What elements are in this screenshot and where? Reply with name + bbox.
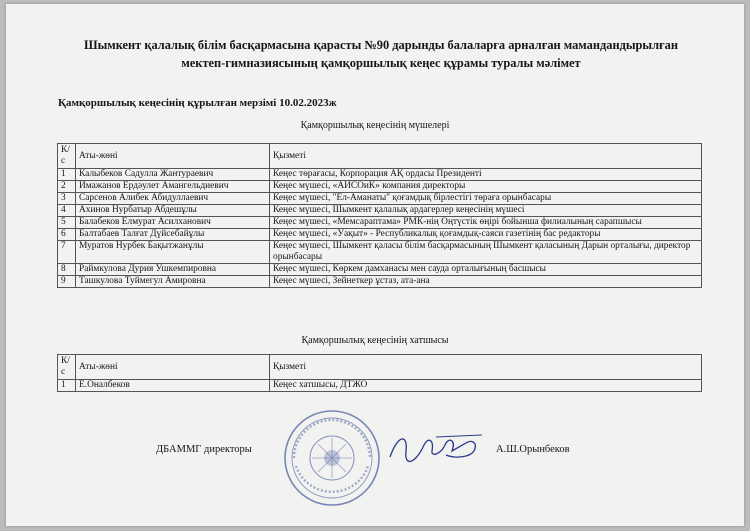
creation-date-line: Қамқоршылық кеңесінің құрылған мерзімі 10.02.2023ж [58,97,337,109]
row-number: 8 [58,264,76,276]
column-header-name: Аты-жөні [76,355,270,380]
row-name: Е.Оналбеков [76,380,270,392]
document-title: Шымкент қалалық білім басқармасына қарасты №90 дарынды балаларға арналған мамандандырылған мектеп-гимназиясының қамқоршылық кеңес құрамы туралы мәлімет [83,38,679,70]
document-page [6,4,744,526]
row-name: Раймкулова Дурия Ушкемпировна [76,264,270,276]
table-row [58,229,702,241]
row-name: Муратов Нурбек Бақытжанұлы [76,241,270,264]
row-name: Сарсенов Алибек Абидуллаевич [76,193,270,205]
table-row [58,380,702,392]
table-row [58,193,702,205]
column-header-name: Аты-жөні [76,144,270,169]
secretary-table-header [58,355,702,380]
row-name: Ташкулова Туймегул Амировна [76,276,270,288]
row-position: Кеңес мүшесі, Шымкент қалалық ардагерлер кеңесінің мүшесі [270,205,702,217]
row-position: Кеңес мүшесі, Көркем дамханасы мен сауда орталығының басшысы [270,264,702,276]
signatory-name: А.Ш.Орынбеков [496,444,570,455]
members-table-header [58,144,702,169]
table-row [58,241,702,264]
members-table [57,143,702,288]
row-name: Балтабаев Талғат Дүйсебайұлы [76,229,270,241]
row-position: Кеңес хатшысы, ДТЖО [270,380,702,392]
row-name: Калыбеков Садулла Жантураевич [76,169,270,181]
row-position: Кеңес мүшесі, "Ел-Аманаты" қоғамдық бірлестігі төраға орынбасары [270,193,702,205]
secretary-section-title: Қамқоршылық кеңесінің хатшысы [301,335,449,346]
table-row [58,205,702,217]
row-position: Кеңес мүшесі, «Уақыт» - Республикалық қоғамдық-саяси газетінің бас редакторы [270,229,702,241]
handwritten-signature-icon [386,429,486,469]
row-number: 3 [58,193,76,205]
row-number: 4 [58,205,76,217]
signatory-role: ДБАММГ директоры [156,444,252,455]
column-header-position: Қызметі [270,355,702,380]
table-row [58,181,702,193]
table-row [58,169,702,181]
column-header-position: Қызметі [270,144,702,169]
row-number: 7 [58,241,76,264]
row-position: Кеңес мүшесі, «Мемсараптама» РМК-нің Оңтүстік өңірі бойынша филиалының сарапшысы [270,217,702,229]
row-number: 6 [58,229,76,241]
secretary-table-body [58,380,702,392]
official-stamp-icon [282,408,382,508]
row-number: 2 [58,181,76,193]
row-position: Кеңес төрағасы, Корпорация АҚ ордасы Президенті [270,169,702,181]
row-name: Ахинов Нурбатыр Абдешұлы [76,205,270,217]
row-number: 5 [58,217,76,229]
row-number: 9 [58,276,76,288]
row-name: Имажанов Ердәулет Амангельдиевич [76,181,270,193]
members-section-title: Қамқоршылық кеңесінің мүшелері [300,120,450,131]
row-position: Кеңес мүшесі, Шымкент қаласы білім басқармасының Шымкент қаласының Дарын орталығы, директор орынбасары [270,241,702,264]
column-header-num: К/с [58,355,76,380]
members-table-body [58,169,702,288]
row-number: 1 [58,380,76,392]
row-position: Кеңес мүшесі, Зейнеткер ұстаз, ата-ана [270,276,702,288]
secretary-table [57,354,702,392]
table-row [58,264,702,276]
table-row [58,276,702,288]
table-row [58,217,702,229]
row-name: Балабеков Елмурат Асилханович [76,217,270,229]
column-header-num: К/с [58,144,76,169]
row-number: 1 [58,169,76,181]
row-position: Кеңес мүшесі, «АИСОиК» компания директоры [270,181,702,193]
